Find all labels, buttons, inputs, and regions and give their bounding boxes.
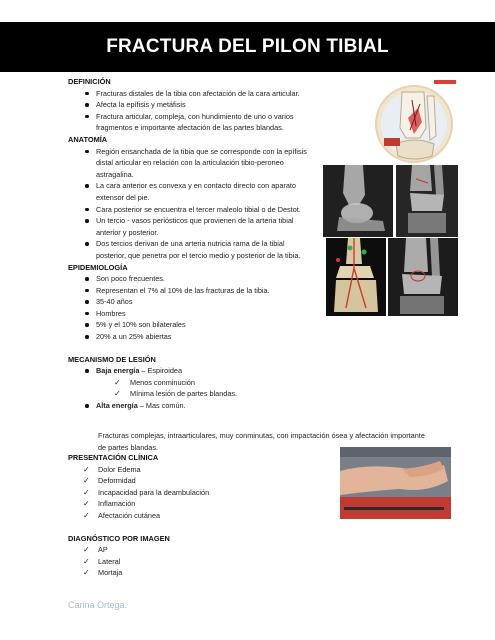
check-icon: ✓ xyxy=(83,510,90,520)
list-item: Son poco frecuentes. xyxy=(68,273,328,285)
list-item: Afecta la epífisis y metáfisis xyxy=(68,99,328,111)
alta-energia-label: Alta energía xyxy=(96,401,138,411)
list-item: Un tercio - vasos periósticos que provienen de la arteria tibial anterior y posterior. xyxy=(68,215,316,238)
alta-energia-desc: – Mas común. xyxy=(137,401,186,411)
author-signature: Carina Ortega. xyxy=(68,600,128,610)
list-item: Hombres xyxy=(68,308,328,320)
anatomia-list xyxy=(68,146,316,262)
check-icon: ✓ xyxy=(83,568,90,578)
title-bar xyxy=(0,22,495,72)
list-item: 5% y el 10% son bilaterales xyxy=(68,319,328,331)
list-item: Fractura articular, compleja, con hundimiento de uno o varios fragmentos e importante afectación de las partes blandas. xyxy=(68,111,328,134)
list-item: ✓ Deformidad xyxy=(83,476,136,486)
xray-lateral-image xyxy=(323,165,393,237)
check-icon: ✓ xyxy=(83,556,90,566)
clinical-photo-image xyxy=(340,447,451,519)
check-icon: ✓ xyxy=(83,545,90,555)
baja-energia-list xyxy=(68,377,328,400)
definicion-list xyxy=(68,88,328,134)
xray-ap-image xyxy=(396,165,458,237)
list-item: 35-40 años xyxy=(68,296,328,308)
check-icon: ✓ xyxy=(114,377,121,387)
list-item: ✓ Lateral xyxy=(83,556,121,566)
definicion-heading: DEFINICIÓN xyxy=(68,77,111,86)
xray-fracture-image xyxy=(388,238,458,316)
vascular-anatomy-image xyxy=(326,238,386,316)
list-item: La cara anterior es convexa y en contacto directo con aparato extensor del pie. xyxy=(68,180,316,203)
check-icon: ✓ xyxy=(83,499,90,509)
diagnostico-heading: DIAGNÓSTICO POR IMAGEN xyxy=(68,533,170,543)
list-item: ✓ Afectación cutánea xyxy=(83,510,161,520)
mecanismo-heading: MECANISMO DE LESIÓN xyxy=(68,354,156,364)
presentacion-list xyxy=(68,464,328,522)
list-item: ✓ Mortaja xyxy=(83,568,123,578)
list-item: Cara posterior se encuentra el tercer maleolo tibial o de Destot. xyxy=(68,204,316,216)
epidemiologia-heading: EPIDEMIOLOGÍA xyxy=(68,262,128,272)
list-item: Representan el 7% al 10% de las fracturas de la tibia. xyxy=(68,285,328,297)
list-item xyxy=(68,400,328,412)
alta-energia-list xyxy=(68,400,328,412)
epidemiologia-list xyxy=(68,273,328,343)
ankle-illustration-image xyxy=(372,78,460,166)
list-item: Fracturas distales de la tibia con afectación de la cara articular. xyxy=(68,88,328,100)
page-title: FRACTURA DEL PILON TIBIAL xyxy=(106,36,389,57)
mecanismo-list xyxy=(68,365,328,377)
list-item: ✓ Menos conminución xyxy=(114,377,195,387)
presentacion-heading: PRESENTACIÓN CLÍNICA xyxy=(68,453,159,462)
anatomia-heading: ANATOMÍA xyxy=(68,134,108,144)
list-item: ✓ Dolor Edema xyxy=(83,464,141,474)
alta-energia-paragraph: Fracturas complejas, intraarticulares, muy conminutas, con impactación ósea y afectación importante de partes blandas. xyxy=(98,431,425,452)
list-item: Región ensanchada de la tibia que se corresponde con la epífisis distal articular en relación con la articulación tibio-peroneo astragalina. xyxy=(68,146,316,181)
list-item: 20% a un 25% abiertas xyxy=(68,331,328,343)
list-item: Dos tercios derivan de una arteria nutricia rama de la tibial posterior, que penetra por el tercio medio y posterior de la tibia. xyxy=(68,238,316,261)
list-item: ✓ Incapacidad para la deambulación xyxy=(83,487,210,497)
list-item xyxy=(68,365,328,377)
check-icon: ✓ xyxy=(83,476,90,486)
check-icon: ✓ xyxy=(114,389,121,399)
list-item: ✓ AP xyxy=(83,545,108,555)
list-item: ✓ Inflamación xyxy=(83,499,136,509)
baja-energia-desc: – Espiroidea xyxy=(139,366,182,376)
check-icon: ✓ xyxy=(83,464,90,474)
list-item: ✓ Mínima lesión de partes blandas. xyxy=(114,389,238,399)
lower-column xyxy=(68,452,328,579)
check-icon: ✓ xyxy=(83,487,90,497)
baja-energia-label: Baja energía xyxy=(96,366,140,376)
diagnostico-list xyxy=(68,544,328,579)
content-column xyxy=(68,76,328,412)
